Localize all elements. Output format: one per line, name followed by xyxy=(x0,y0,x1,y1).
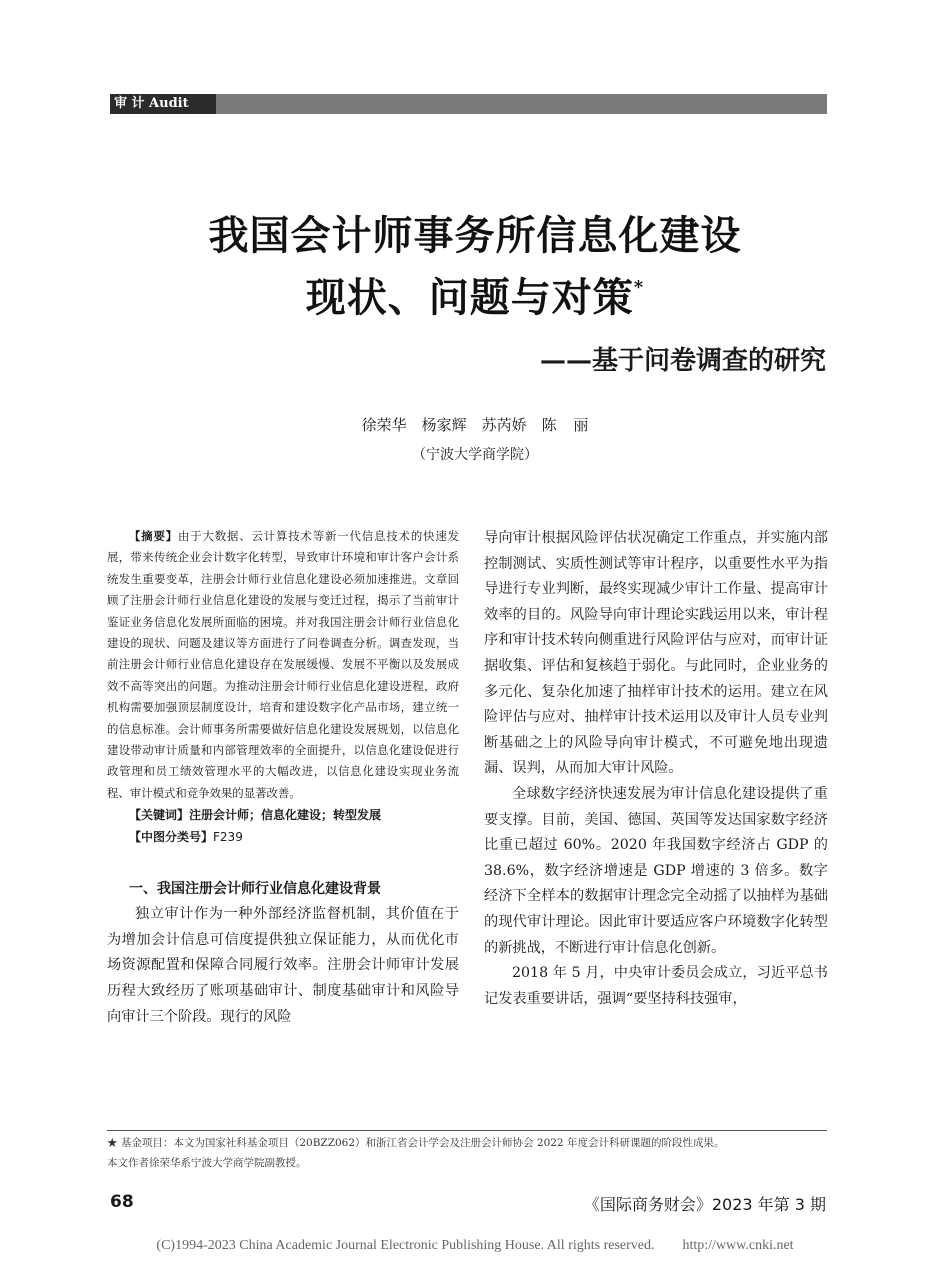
section-label: 审 计 Audit xyxy=(110,94,216,114)
title-line-2-text: 现状、问题与对策 xyxy=(305,274,634,321)
abstract-label: 【摘要】 xyxy=(129,529,179,543)
left-column xyxy=(107,526,459,1030)
section-heading: 一、我国注册会计师行业信息化建设背景 xyxy=(129,881,381,898)
paragraph: 导向审计根据风险评估状况确定工作重点，并实施内部控制测试、实质性测试等审计程序，以重要性水平为指导进行专业判断，最终实现减少审计工作量、提高审计效率的目的。风险导向审计理论实践运用以来，审计程序和审计技术转向侧重进行风险评估与应对，而审计证据收集、评估和复核趋于弱化。与此同时，企业业务的多元化、复杂化加速了抽样审计技术的运用。建立在风险评估与应对、抽样审计技术运用以及审计人员专业判断基础之上的风险导向审计模式，不可避免地出现遗漏、误判，从而加大审计风险。 xyxy=(484,530,828,777)
affiliation: （宁波大学商学院） xyxy=(412,447,538,463)
keywords-text: 注册会计师；信息化建设；转型发展 xyxy=(189,808,382,823)
classification-text: F239 xyxy=(213,830,243,845)
classification xyxy=(107,826,459,848)
page-number: 68 xyxy=(110,1192,134,1212)
footnote-divider xyxy=(107,1130,827,1131)
title-line-2 xyxy=(0,266,950,323)
classification-label: 【中图分类号】 xyxy=(129,830,214,845)
paragraph: 全球数字经济快速发展为审计信息化建设提供了重要支撑。目前，美国、德国、英国等发达国家数字经济比重已超过 60%。2020 年我国数字经济占 GDP 的 38.6%，数字经济增速是 GDP 增速的 3 倍多。数字经济下全样本的数据审计理念完全动摇了以抽样为基础的现代审计理论。因此审计要适应客户环境数字化转型的新挑战，不断进行审计信息化创新。 xyxy=(484,785,828,956)
paragraph: 独立审计作为一种外部经济监督机制，其价值在于为增加会计信息可信度提供独立保证能力，从而优化市场资源配置和保障合同履行效率。注册会计师审计发展历程大致经历了账项基础审计、制度基础审计和风险导向审计三个阶段。现行的风险 xyxy=(107,906,459,1025)
journal-citation: 《国际商务财会》2023 年第 3 期 xyxy=(583,1195,826,1214)
abstract-text: 由于大数据、云计算技术等新一代信息技术的快速发展，带来传统企业会计数字化转型，导致审计环境和审计客户会计系统发生重要变革，注册会计师行业信息化建设必须加速推进。文章回顾了注册会计师行业信息化建设的发展与变迁过程，揭示了当前审计鉴证业务信息化发展所面临的困境。并对我国注册会计师行业信息化建设的现状、问题及建议等方面进行了问卷调查分析。调查发现，当前注册会计师行业信息化建设存在发展缓慢、发展不平衡以及发展成效不高等突出的问题。为推动注册会计师行业信息化建设进程，政府机构需要加强顶层制度设计，培育和建设数字化产品市场，建立统一的信息标准。会计师事务所需要做好信息化建设发展规划，以信息化建设带动审计质量和内部管理效率的全面提升，以信息化建设促进行政管理和员工绩效管理水平的大幅改进，以信息化建设实现业务流程、审计模式和竞争效果的显著改善。 xyxy=(107,529,459,800)
copyright-notice: (C)1994-2023 China Academic Journal Electronic Publishing House. All rights reserved. http://www.cnki.net xyxy=(156,1238,794,1253)
paragraph: 2018 年 5 月，中央审计委员会成立，习近平总书记发表重要讲话，强调“要坚持科技强审， xyxy=(484,965,828,1007)
keywords xyxy=(107,804,459,826)
title-star: * xyxy=(633,277,645,298)
subtitle: ——基于问卷调查的研究 xyxy=(539,346,826,376)
authors: 徐荣华 杨家辉 苏芮娇 陈 丽 xyxy=(361,416,589,434)
footnote-author: 本文作者徐荣华系宁波大学商学院副教授。 xyxy=(107,1157,307,1169)
right-column xyxy=(484,526,828,1012)
abstract xyxy=(107,526,459,804)
footnote-funding: ★ 基金项目：本文为国家社科基金项目（20BZZ062）和浙江省会计学会及注册会计师协会 2022 年度会计科研课题的阶段性成果。 xyxy=(107,1137,725,1149)
keywords-label: 【关键词】 xyxy=(129,808,190,823)
title-line-1: 我国会计师事务所信息化建设 xyxy=(208,212,742,259)
header-bar xyxy=(110,94,827,114)
